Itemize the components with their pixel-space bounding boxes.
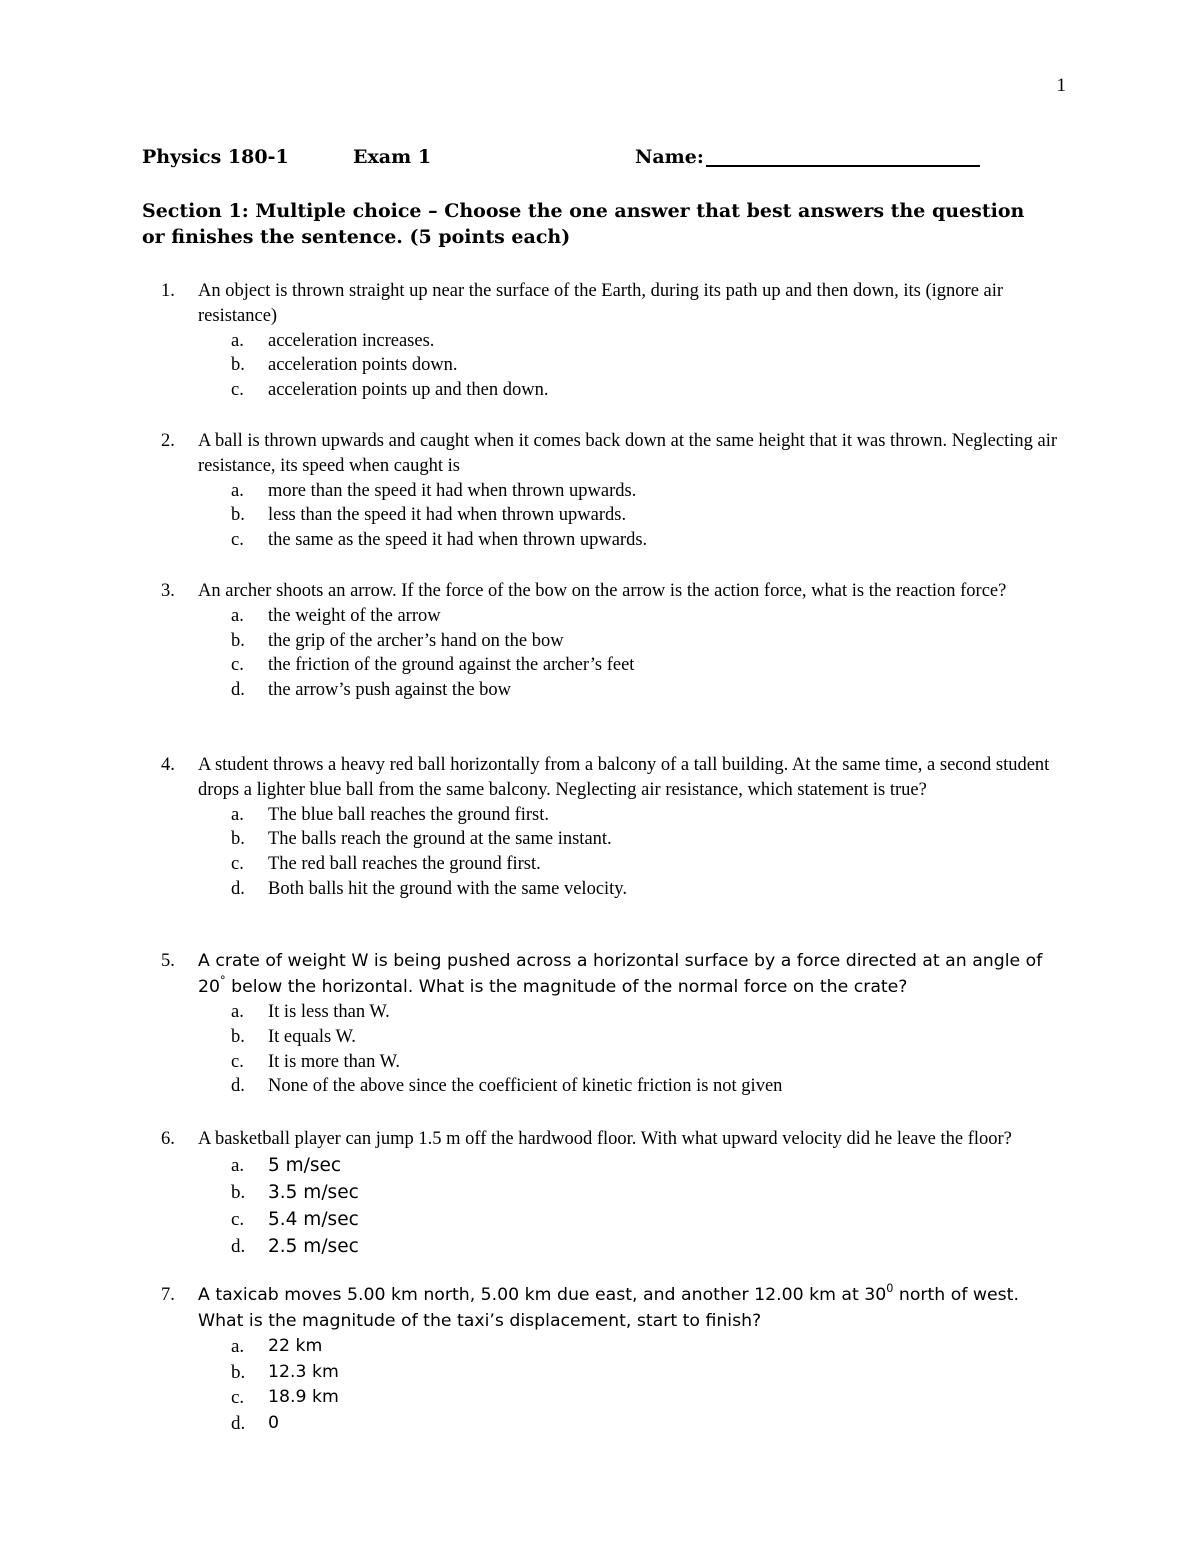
option-letter: b.	[231, 630, 245, 651]
question-stem: A student throws a heavy red ball horizontally from a balcony of a tall building. At the same time, a second student drops a lighter blue ball from the same balcony. Neglecting air resistance, which statement is true?	[198, 755, 1050, 800]
name-label: Name:	[635, 146, 704, 168]
answer-option	[198, 678, 1068, 703]
option-text: the same as the speed it had when thrown upwards.	[268, 530, 648, 551]
option-text: The balls reach the ground at the same instant.	[268, 829, 612, 850]
option-letter: b.	[231, 1361, 246, 1383]
degree-symbol: °	[220, 973, 226, 987]
option-text: It is less than W.	[268, 1002, 390, 1022]
question-number: 2.	[161, 431, 175, 451]
option-text: It equals W.	[268, 1026, 356, 1047]
question-3	[161, 579, 1068, 703]
option-text: None of the above since the coefficient of kinetic friction is not given	[268, 1076, 783, 1097]
answer-option	[198, 1334, 1068, 1360]
question-number: 3.	[161, 581, 175, 601]
answer-option	[198, 503, 1068, 528]
answer-option	[198, 852, 1068, 877]
answer-option	[198, 827, 1068, 852]
degree-superscript: 0	[886, 1282, 894, 1296]
question-stem-part-2: north of west. What is the magnitude of the taxi’s displacement, start to finish?	[198, 1285, 1019, 1331]
option-letter: a.	[231, 1336, 245, 1357]
option-letter: a.	[231, 605, 244, 626]
question-stem-part-1: A taxicab moves 5.00 km north, 5.00 km due east, and another 12.00 km at 30	[198, 1285, 887, 1305]
section-title: Section 1: Multiple choice – Choose the one answer that best answers the question or finishes the sentence. (5 points each)	[142, 200, 1025, 248]
question-number: 4.	[161, 755, 175, 775]
answer-option	[198, 1385, 1068, 1411]
answer-option	[198, 629, 1068, 654]
answer-option	[198, 1152, 1068, 1179]
option-text: the arrow’s push against the bow	[268, 680, 512, 701]
answer-option	[198, 803, 1068, 828]
option-letter: a.	[231, 1002, 244, 1022]
question-number: 6.	[161, 1129, 175, 1149]
answer-option	[198, 479, 1068, 504]
option-letter: a.	[231, 330, 244, 351]
option-text: more than the speed it had when thrown upwards.	[268, 480, 637, 501]
option-letter: a.	[231, 480, 244, 501]
option-letter: d.	[231, 680, 245, 701]
answer-option	[198, 877, 1068, 902]
option-text: 5.4 m/sec	[268, 1208, 359, 1230]
option-letter: d.	[231, 1076, 245, 1097]
option-letter: b.	[231, 829, 245, 850]
option-letter: b.	[231, 505, 245, 526]
option-text: the grip of the archer’s hand on the bow	[268, 630, 564, 651]
option-letter: a.	[231, 1154, 245, 1176]
answer-option	[198, 1411, 1068, 1437]
question-stem-line-2: below the horizontal. What is the magnitude of the normal force on the crate?	[225, 976, 908, 997]
question-number: 1.	[161, 281, 175, 301]
question-2	[161, 429, 1068, 553]
answer-option	[198, 1179, 1068, 1206]
angle-value: 20	[198, 976, 220, 997]
course-title: Physics 180-1	[142, 146, 289, 168]
option-text: acceleration points up and then down.	[268, 380, 549, 401]
answer-option	[198, 653, 1068, 678]
option-letter: b.	[231, 355, 245, 376]
option-letter: d.	[231, 1235, 246, 1257]
answer-option	[198, 329, 1068, 354]
option-letter: b.	[231, 1181, 246, 1203]
option-letter: d.	[231, 878, 245, 899]
option-letter: b.	[231, 1026, 245, 1047]
option-letter: c.	[231, 530, 244, 551]
question-stem: A basketball player can jump 1.5 m off the hardwood floor. With what upward velocity did he leave the floor?	[198, 1129, 1012, 1149]
answer-option	[198, 1000, 1068, 1025]
question-number: 7.	[161, 1285, 175, 1305]
option-text: The red ball reaches the ground first.	[268, 854, 541, 875]
option-letter: d.	[231, 1412, 246, 1434]
question-7	[161, 1282, 1068, 1436]
option-letter: c.	[231, 1051, 244, 1072]
answer-option	[198, 1360, 1068, 1386]
question-stem: An archer shoots an arrow. If the force of the bow on the arrow is the action force, what is the reaction force?	[198, 581, 1007, 601]
option-letter: c.	[231, 1208, 245, 1230]
option-letter: c.	[231, 854, 244, 875]
answer-option	[198, 528, 1068, 553]
answer-option	[198, 1206, 1068, 1233]
option-letter: c.	[231, 655, 244, 676]
option-text: the weight of the arrow	[268, 605, 441, 626]
answer-option	[198, 604, 1068, 629]
option-text: The blue ball reaches the ground first.	[268, 804, 549, 825]
question-stem	[198, 949, 1068, 1000]
answer-option	[198, 1074, 1068, 1099]
option-text: the friction of the ground against the archer’s feet	[268, 655, 635, 676]
question-6	[161, 1127, 1068, 1260]
question-4	[161, 753, 1068, 902]
question-stem: A ball is thrown upwards and caught when it comes back down at the same height that it was thrown. Neglecting air resistance, its speed when caught is	[198, 431, 1058, 476]
option-text: Both balls hit the ground with the same velocity.	[268, 878, 627, 899]
option-text: 12.3 km	[268, 1361, 339, 1382]
option-text: 5 m/sec	[268, 1154, 342, 1176]
question-1	[161, 279, 1068, 403]
question-5	[161, 949, 1068, 1099]
option-text: 18.9 km	[268, 1387, 339, 1407]
question-stem-line-1: A crate of weight W is being pushed across a horizontal surface by a force directed at an angle of	[198, 951, 1043, 971]
answer-option	[198, 1050, 1068, 1075]
answer-option	[198, 353, 1068, 378]
exam-title: Exam 1	[353, 146, 432, 168]
answer-option	[198, 1025, 1068, 1050]
question-number: 5.	[161, 951, 175, 971]
page-number: 1	[1056, 75, 1066, 96]
answer-option	[198, 378, 1068, 403]
option-text: 0	[268, 1412, 279, 1433]
option-text: acceleration points down.	[268, 355, 458, 376]
option-letter: a.	[231, 804, 244, 825]
option-letter: c.	[231, 380, 244, 401]
option-text: It is more than W.	[268, 1051, 401, 1072]
option-text: less than the speed it had when thrown upwards.	[268, 505, 627, 526]
option-letter: c.	[231, 1387, 245, 1408]
name-blank-line	[706, 165, 980, 167]
option-text: acceleration increases.	[268, 330, 435, 351]
question-stem: An object is thrown straight up near the surface of the Earth, during its path up and then down, its (ignore air resistance)	[198, 281, 1004, 326]
option-text: 22 km	[268, 1336, 323, 1356]
option-text: 2.5 m/sec	[268, 1235, 359, 1257]
answer-option	[198, 1233, 1068, 1260]
option-text: 3.5 m/sec	[268, 1181, 359, 1203]
question-stem	[198, 1283, 1068, 1334]
